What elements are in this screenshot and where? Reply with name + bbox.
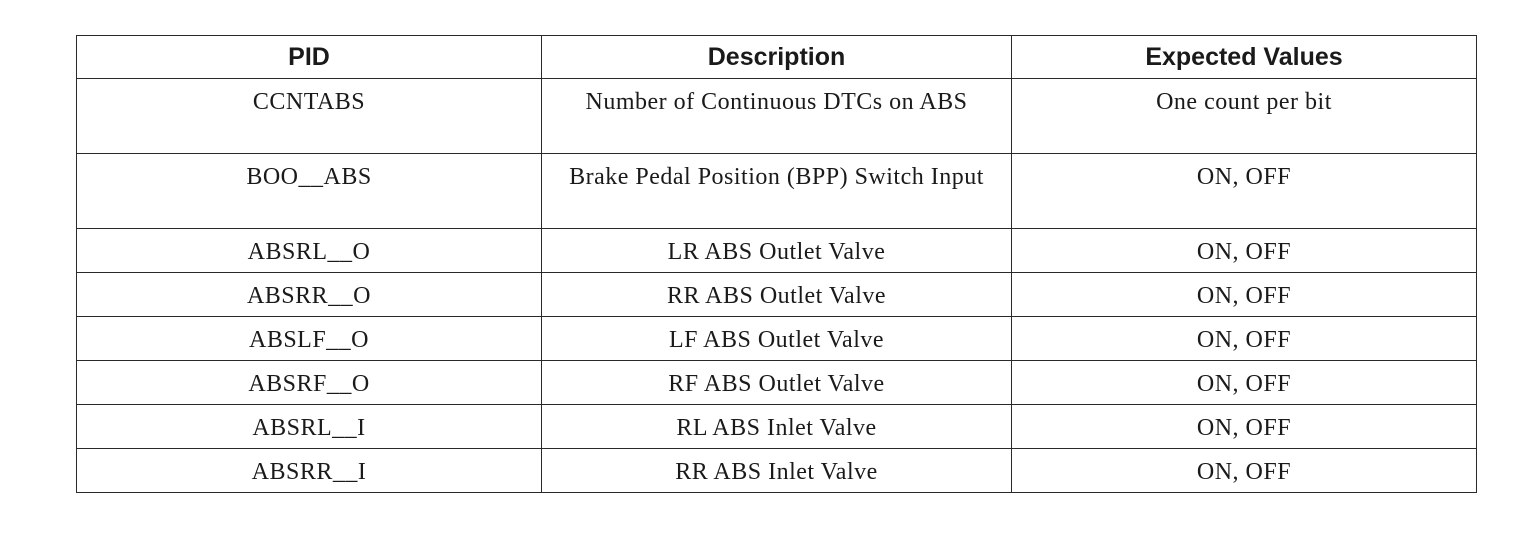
pid-cell: ABSRR__I [77, 449, 542, 493]
description-text: Number of Continuous DTCs on ABS [585, 89, 968, 115]
description-cell [542, 79, 1012, 154]
pid-cell: ABSRR__O [77, 273, 542, 317]
table-row [77, 154, 1477, 229]
description-cell: LF ABS Outlet Valve [542, 317, 1012, 361]
table-row [77, 273, 1477, 317]
table-row [77, 79, 1477, 154]
table-row [77, 317, 1477, 361]
column-header-expected-values: Expected Values [1012, 36, 1477, 79]
expected-values-cell: ON, OFF [1012, 229, 1477, 273]
table-row [77, 449, 1477, 493]
pid-cell: ABSRL__I [77, 405, 542, 449]
description-cell: RF ABS Outlet Valve [542, 361, 1012, 405]
description-cell: RR ABS Outlet Valve [542, 273, 1012, 317]
table-row [77, 229, 1477, 273]
pid-cell: ABSRF__O [77, 361, 542, 405]
pid-cell: ABSLF__O [77, 317, 542, 361]
description-cell: LR ABS Outlet Valve [542, 229, 1012, 273]
pid-cell: ABSRL__O [77, 229, 542, 273]
expected-values-cell: ON, OFF [1012, 273, 1477, 317]
description-text: Brake Pedal Position (BPP) Switch Input [569, 164, 984, 190]
table-row [77, 361, 1477, 405]
pid-cell: BOO__ABS [77, 154, 542, 229]
pid-cell: CCNTABS [77, 79, 542, 154]
expected-values-cell: ON, OFF [1012, 317, 1477, 361]
expected-values-cell: ON, OFF [1012, 449, 1477, 493]
pid-table [76, 35, 1477, 493]
expected-values-cell: ON, OFF [1012, 361, 1477, 405]
column-header-pid: PID [77, 36, 542, 79]
table-header [77, 36, 1477, 79]
table-body [77, 79, 1477, 493]
table-row [77, 405, 1477, 449]
column-header-description: Description [542, 36, 1012, 79]
expected-values-cell: One count per bit [1012, 79, 1477, 154]
header-row [77, 36, 1477, 79]
expected-values-cell: ON, OFF [1012, 405, 1477, 449]
description-cell: RR ABS Inlet Valve [542, 449, 1012, 493]
description-cell: RL ABS Inlet Valve [542, 405, 1012, 449]
description-cell [542, 154, 1012, 229]
expected-values-cell: ON, OFF [1012, 154, 1477, 229]
